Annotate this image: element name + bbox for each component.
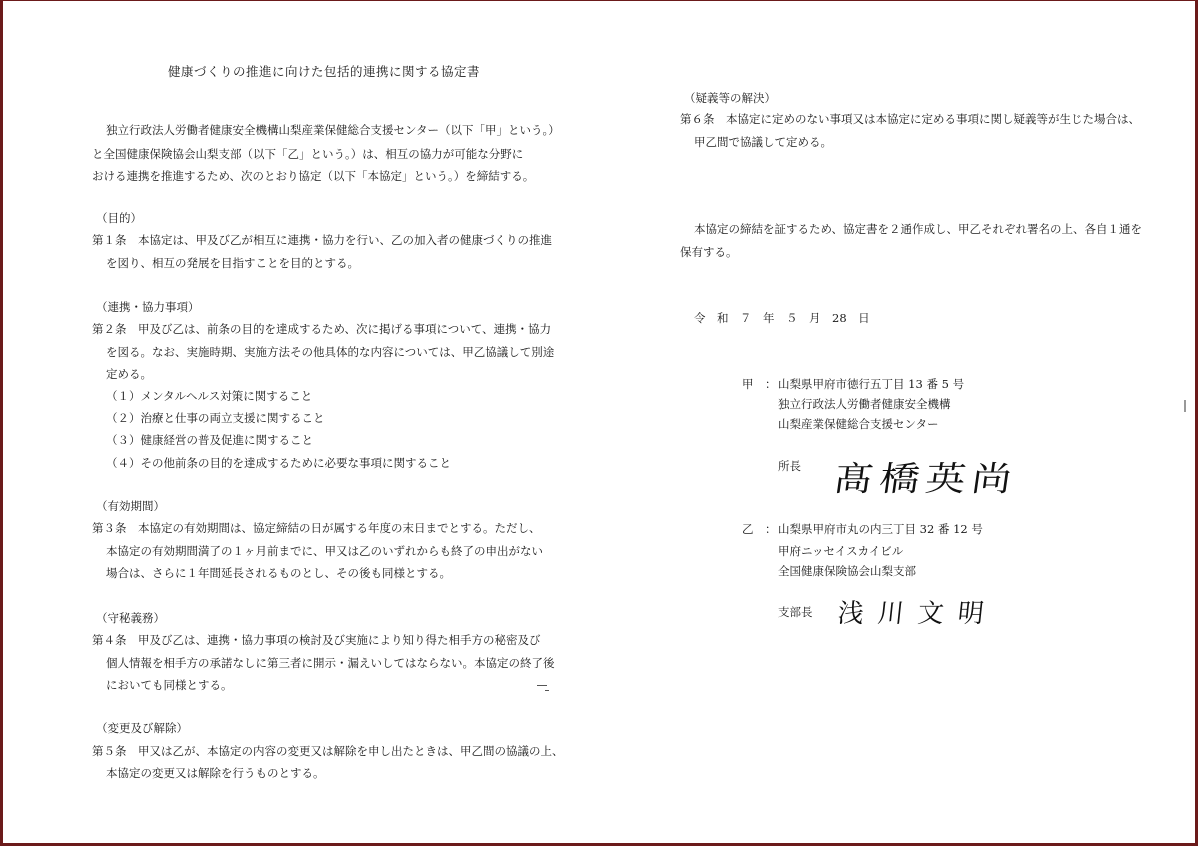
article-line: 定める。 [106,367,152,381]
article-line: 本協定の変更又は解除を行うものとする。 [106,766,325,780]
article-line: 第６条 本協定に定めのない事項又は本協定に定める事項に関し疑義等が生じた場合は、 [680,112,1140,126]
article-line: を図り、相互の発展を目指すことを目的とする。 [106,256,359,270]
party-b-org: 全国健康保険協会山梨支部 [778,564,916,578]
preamble-line: おける連携を推進するため、次のとおり協定（以下「本協定」という。）を締結する。 [92,169,535,183]
article-line: 第２条 甲及び乙は、前条の目的を達成するため、次に掲げる事項について、連携・協力 [92,322,552,336]
article-line: 本協定の有効期間満了の１ヶ月前までに、甲又は乙のいずれからも終了の申出がない [106,544,543,558]
article-line: においても同様とする。 [106,678,233,692]
article-line: 第１条 本協定は、甲及び乙が相互に連携・協力を行い、乙の加入者の健康づくりの推進 [92,233,552,247]
article-line: を図る。なお、実施時期、実施方法その他具体的な内容については、甲乙協議して別途 [106,345,555,359]
list-item: （１）メンタルヘルス対策に関すること [106,389,313,403]
list-item: （４）その他前条の目的を達成するために必要な事項に関すること [106,456,451,470]
article-line: 第５条 甲又は乙が、本協定の内容の変更又は解除を申し出たときは、甲乙間の協議の上、 [92,744,564,758]
party-a-signature: 髙橋英尚 [830,459,1021,500]
preamble-line: 独立行政法人労働者健康安全機構山梨産業保健総合支援センター（以下「甲」という。） [106,123,560,137]
list-item: （３）健康経営の普及促進に関すること [106,433,313,447]
party-a-role: 所長 [778,459,801,473]
party-a-org: 独立行政法人労働者健康安全機構 [778,397,951,411]
scan-speck [537,685,547,686]
article-heading: （変更及び解除） [96,721,188,735]
closing-line: 本協定の締結を証するため、協定書を２通作成し、甲乙それぞれ署名の上、各自１通を [694,222,1143,236]
party-b-signature: 浅川文明 [836,599,1000,629]
article-line: 第３条 本協定の有効期間は、協定締結の日が属する年度の末日までとする。ただし、 [92,521,541,535]
party-b-label: 乙 ： [742,522,777,536]
party-a-org: 山梨産業保健総合支援センター [778,417,939,431]
article-line: 第４条 甲及び乙は、連携・協力事項の検討及び実施により知り得た相手方の秘密及び [92,633,541,647]
article-line: 場合は、さらに１年間延長されるものとし、その後も同様とする。 [106,566,451,580]
article-heading: （目的） [96,211,142,225]
party-b-org: 甲府ニッセイスカイビル [778,544,904,558]
scan-speck [545,690,549,691]
article-heading: （守秘義務） [96,611,165,625]
agreement-date: 令 和 ７ 年 ５ 月 28 日 [694,311,870,325]
party-a-address: 山梨県甲府市徳行五丁目 13 番 5 号 [778,377,965,391]
party-b-role: 支部長 [778,605,813,619]
preamble-line: と全国健康保険協会山梨支部（以下「乙」という。）は、相互の協力が可能な分野に [92,147,524,161]
document-title: 健康づくりの推進に向けた包括的連携に関する協定書 [168,64,481,79]
party-b-address: 山梨県甲府市丸の内三丁目 32 番 12 号 [778,522,983,536]
article-line: 個人情報を相手方の承諾なしに第三者に開示・漏えいしてはならない。本協定の終了後 [106,656,555,670]
closing-line: 保有する。 [680,245,738,259]
article-line: 甲乙間で協議して定める。 [694,135,832,149]
scan-speck [1184,400,1186,412]
article-heading: （疑義等の解決） [684,91,776,105]
article-heading: （連携・協力事項） [96,300,200,314]
article-heading: （有効期間） [96,499,165,513]
party-a-label: 甲 ： [742,377,777,391]
list-item: （２）治療と仕事の両立支援に関すること [106,411,325,425]
